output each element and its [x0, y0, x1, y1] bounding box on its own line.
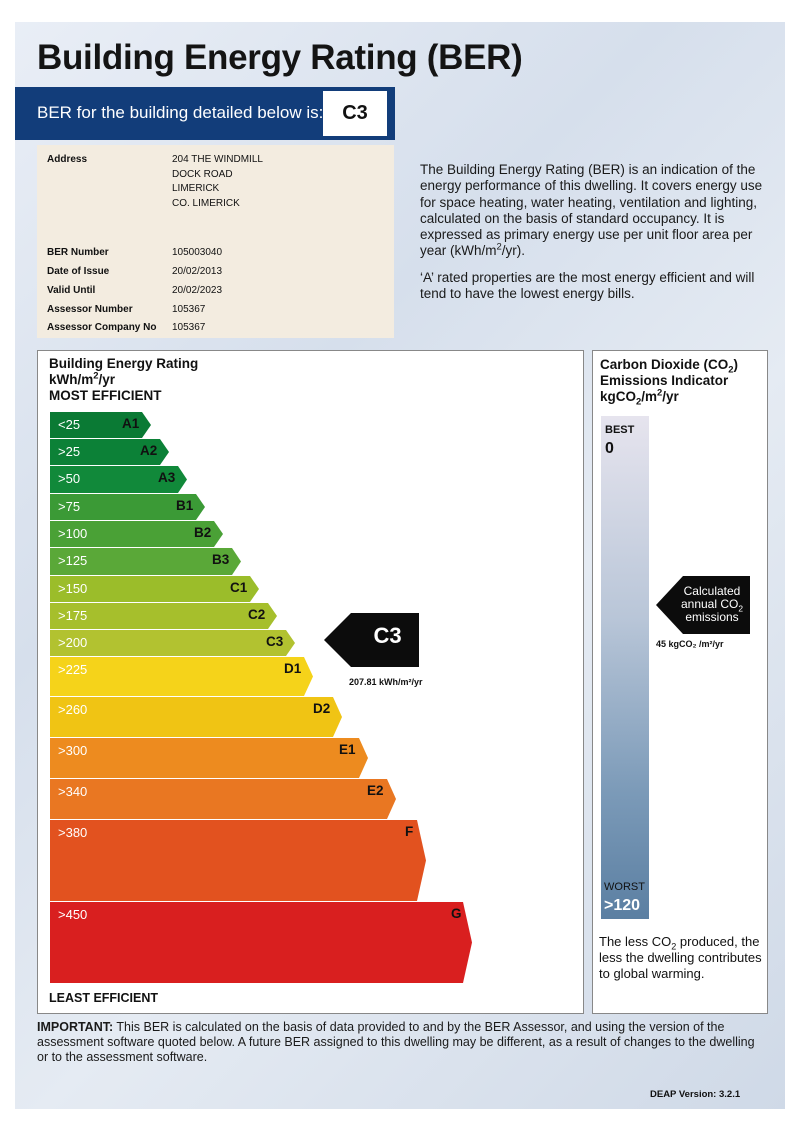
co2-title-end: )	[733, 357, 739, 372]
ber-band-grade: A2	[140, 443, 158, 458]
explanation-text-end: /yr).	[501, 243, 526, 259]
ber-band-grade: F	[405, 824, 414, 839]
co2-worst-value: >120	[604, 897, 641, 914]
address-line: LIMERICK	[172, 183, 220, 194]
ber-band-c3	[50, 630, 295, 656]
explanation-paragraph	[420, 162, 770, 260]
ber-scale-heading	[49, 356, 198, 404]
ber-band-a1	[50, 412, 151, 438]
ber-statement-label: BER for the building detailed below is:	[37, 103, 324, 122]
ber-band-range: >25	[58, 444, 81, 459]
co2-heading	[600, 357, 765, 408]
co2-value: 45 kgCO₂ /m²/yr	[656, 639, 724, 649]
explanation-paragraph-2: ‘A’ rated properties are the most energy efficient and will tend to have the lowest energy bills.	[420, 269, 755, 302]
ber-band-shape	[50, 779, 396, 819]
current-rating-grade: C3	[373, 623, 402, 648]
ber-band-grade: D2	[313, 701, 331, 716]
ber-band-fill	[50, 657, 313, 696]
detail-label: Date of Issue	[47, 266, 110, 277]
ber-rating-value: C3	[323, 91, 387, 136]
ber-band-fill	[50, 902, 472, 983]
ber-band-grade: E2	[367, 783, 384, 798]
address-line: DOCK ROAD	[172, 168, 233, 180]
ber-band-c2	[50, 603, 277, 629]
ber-band-range: >260	[58, 702, 88, 717]
least-efficient-label: LEAST EFFICIENT	[49, 991, 159, 1005]
ber-band-range: <25	[58, 417, 81, 432]
important-notice	[37, 1020, 757, 1065]
ber-band-d1	[50, 657, 313, 696]
ber-band-grade: B2	[194, 525, 212, 540]
subscript: 2	[636, 396, 642, 408]
superscript: 2	[657, 387, 663, 399]
ber-band-range: >100	[58, 526, 88, 541]
co2-scale-bar	[601, 416, 649, 919]
co2-arrow-line3: emissions	[685, 610, 739, 624]
co2-unit: kgCO	[600, 389, 637, 404]
ber-band-range: >175	[58, 608, 88, 623]
ber-band-shape	[50, 697, 342, 737]
co2-panel	[592, 350, 768, 1014]
ber-band-d2	[50, 697, 342, 737]
detail-value: 105367	[172, 322, 206, 333]
subscript: 2	[728, 364, 734, 376]
ber-band-e2	[50, 779, 396, 819]
ber-band-a2	[50, 439, 169, 465]
co2-note	[599, 934, 764, 982]
ber-band-grade: G	[451, 906, 462, 921]
subscript: 2	[738, 603, 744, 614]
co2-unit-mid: /m	[641, 389, 658, 404]
ber-band-fill	[50, 697, 342, 737]
detail-value: 105367	[172, 304, 206, 315]
ber-band-b1	[50, 494, 205, 520]
detail-label: Assessor Number	[47, 304, 133, 315]
co2-arrow-line2: annual CO	[680, 597, 739, 611]
ber-band-grade: B1	[176, 498, 194, 513]
superscript: 2	[496, 241, 502, 253]
co2-note-text-end: produced, the less the dwelling contributes to global warming.	[599, 934, 762, 981]
ber-band-shape	[50, 820, 426, 901]
ber-band-grade: C3	[266, 634, 284, 649]
co2-title-line2: Emissions Indicator	[600, 373, 729, 388]
page-title: Building Energy Rating (BER)	[37, 38, 523, 77]
ber-band-shape	[50, 738, 368, 778]
ber-band-range: >125	[58, 553, 88, 568]
ber-band-fill	[50, 779, 396, 819]
ber-band-range: >300	[58, 743, 88, 758]
ber-band-grade: C1	[230, 580, 248, 595]
detail-label: Valid Until	[47, 285, 96, 296]
current-rating-value: 207.81 kWh/m²/yr	[349, 677, 423, 687]
co2-title-text: Carbon Dioxide (CO	[600, 357, 729, 372]
scale-title: Building Energy Rating	[49, 356, 199, 371]
ber-band-a3	[50, 466, 187, 493]
ber-band-range: >75	[58, 499, 81, 514]
co2-best-label: BEST	[605, 424, 635, 436]
address-line: 204 THE WINDMILL	[172, 154, 263, 165]
ber-scale-panel	[37, 350, 584, 1014]
co2-worst-label: WORST	[604, 881, 645, 893]
ber-band-range: >200	[58, 635, 88, 650]
ber-band-range: >225	[58, 662, 88, 677]
most-efficient-label: MOST EFFICIENT	[49, 388, 162, 403]
detail-label: BER Number	[47, 247, 109, 258]
building-details-panel	[37, 145, 394, 338]
scale-unit-end: /yr	[98, 372, 116, 387]
ber-band-c1	[50, 576, 259, 602]
ber-band-grade: A1	[122, 416, 140, 431]
scale-unit: kWh/m	[49, 372, 94, 387]
address-value	[172, 153, 263, 211]
ber-band-g	[50, 902, 472, 983]
subscript: 2	[671, 941, 677, 952]
ber-band-b3	[50, 548, 241, 575]
co2-unit-end: /yr	[662, 389, 679, 404]
ber-band-range: >150	[58, 581, 88, 596]
detail-value: 20/02/2013	[172, 266, 223, 277]
ber-band-range: >50	[58, 471, 81, 486]
ber-band-e1	[50, 738, 368, 778]
explanation-text: The Building Energy Rating (BER) is an indication of the energy performance of this dwelling. It covers energy use for space heating, water heating, ventilation and lighting, calculated on the basis of standard occupancy. It is expressed as primary energy use per unit floor area per year (kWh/m	[420, 162, 763, 259]
deap-version: DEAP Version: 3.2.1	[650, 1089, 741, 1100]
ber-band-f	[50, 820, 426, 901]
detail-value: 105003040	[172, 247, 223, 258]
important-lead: IMPORTANT:	[37, 1020, 114, 1034]
detail-label: Assessor Company No	[47, 322, 157, 333]
ber-band-grade: D1	[284, 661, 302, 676]
important-text: This BER is calculated on the basis of data provided to and by the BER Assessor, and using the version of the assessment software quoted below. A future BER assigned to this dwelling may be different, as a result of changes to the dwelling or to the assessment software.	[37, 1020, 755, 1064]
ber-band-b2	[50, 521, 223, 547]
ber-band-range: >450	[58, 907, 88, 922]
ber-band-shape	[50, 657, 313, 696]
address-label: Address	[47, 154, 88, 165]
co2-indicator-text	[671, 585, 753, 624]
ber-explanation	[420, 162, 770, 312]
co2-note-text: The less CO	[599, 934, 672, 949]
ber-band-grade: C2	[248, 607, 266, 622]
detail-value: 20/02/2023	[172, 285, 223, 296]
ber-band-shape	[50, 902, 472, 983]
ber-band-range: >380	[58, 825, 88, 840]
address-line: CO. LIMERICK	[172, 197, 240, 209]
co2-arrow-line1: Calculated	[683, 584, 741, 598]
ber-band-grade: E1	[339, 742, 356, 757]
ber-band-range: >340	[58, 784, 88, 799]
ber-band-grade: B3	[212, 552, 230, 567]
superscript: 2	[93, 370, 99, 382]
co2-best-value: 0	[605, 440, 614, 457]
ber-band-grade: A3	[158, 470, 176, 485]
ber-band-fill	[50, 820, 426, 901]
ber-statement-bar	[15, 87, 395, 140]
ber-band-fill	[50, 738, 368, 778]
